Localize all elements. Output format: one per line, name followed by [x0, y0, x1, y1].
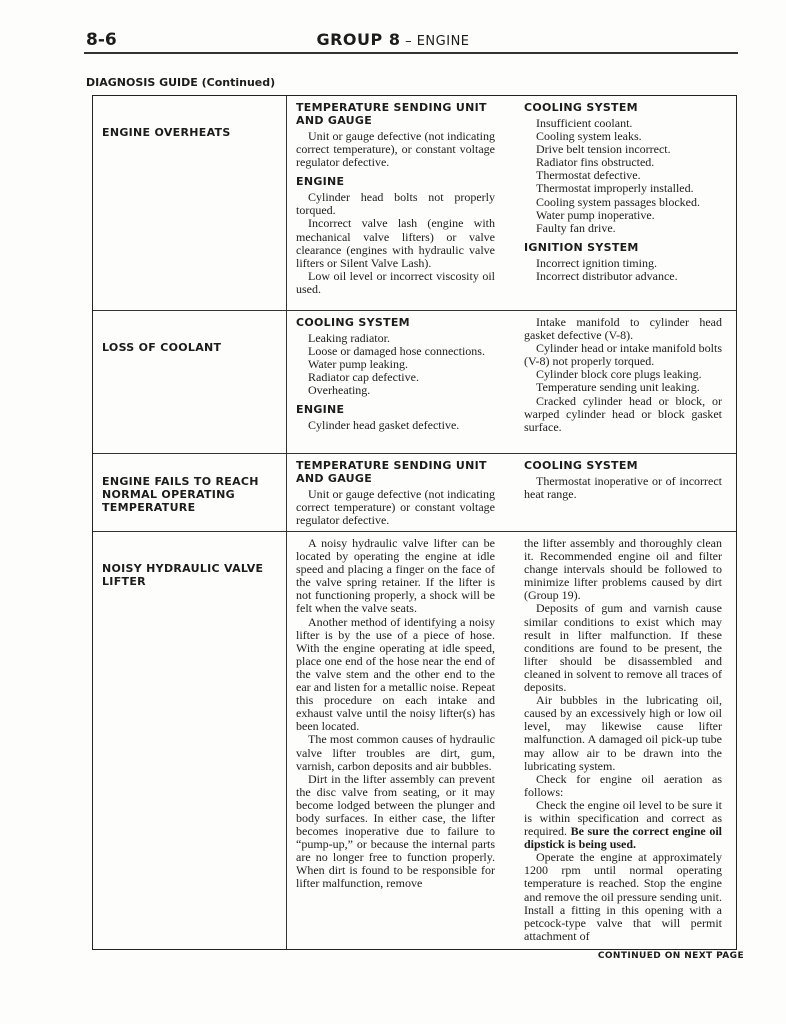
cause-text	[524, 395, 722, 434]
cause-section	[296, 403, 495, 432]
cause-text-run: Check the engine oil level to be sure it is within specification and correct as required.	[524, 797, 722, 839]
header-rule	[84, 52, 738, 54]
cause-text-run: Unit or gauge defective (not indicating correct temperature), or constant voltage regulator defective.	[296, 129, 495, 170]
cause-text-run: Check for engine oil aeration as follows:	[524, 771, 722, 799]
cause-text-run: Cooling system passages blocked.	[536, 194, 700, 209]
cause-text-run: Radiator cap defective.	[308, 370, 419, 385]
cause-text-run: Water pump inoperative.	[536, 207, 655, 222]
causes-cell-right	[515, 532, 736, 949]
group-separator: –	[400, 34, 417, 49]
cause-heading: IGNITION SYSTEM	[524, 240, 639, 254]
cause-text	[524, 222, 722, 235]
cause-text-run: Deposits of gum and varnish cause similar conditions to exist which may result in lifter malfunction. If these conditions are found to be present, the lifter should be disassembled and cleaned in solvent to remove all traces of deposits.	[524, 601, 722, 695]
cause-heading: TEMPERATURE SENDING UNIT AND GAUGE	[296, 101, 487, 127]
cause-text-run: Overheating.	[308, 383, 371, 398]
cause-section	[524, 101, 722, 235]
diagnosis-table	[92, 95, 737, 950]
cause-text	[524, 537, 722, 602]
cause-section	[524, 459, 722, 501]
cause-text-run: Incorrect distributor advance.	[536, 268, 678, 283]
cause-section	[296, 537, 495, 891]
cause-heading: COOLING SYSTEM	[524, 459, 638, 472]
cause-text	[524, 270, 722, 283]
causes-cell-right	[515, 454, 736, 531]
cause-section	[296, 316, 495, 397]
cause-text-run: Leaking radiator.	[308, 331, 390, 345]
cause-text	[296, 270, 495, 296]
cause-text-run: Drive belt tension incorrect.	[536, 142, 671, 157]
cause-text	[524, 851, 722, 943]
cause-text-run: Low oil level or incorrect viscosity oil used.	[296, 268, 495, 296]
table-row	[93, 96, 736, 311]
cause-text	[524, 342, 722, 368]
group-label: GROUP 8	[316, 30, 401, 49]
cause-text-run: Cooling system leaks.	[536, 129, 642, 144]
cause-text	[296, 773, 495, 891]
cause-text	[296, 191, 495, 217]
cause-section	[524, 241, 722, 283]
section-title: DIAGNOSIS GUIDE (Continued)	[86, 76, 276, 89]
cause-heading: COOLING SYSTEM	[296, 316, 410, 329]
group-name: ENGINE	[416, 34, 470, 49]
cause-text-run: Radiator fins obstructed.	[536, 155, 655, 170]
cause-heading: ENGINE	[296, 175, 345, 189]
cause-text-run: Cylinder head or intake manifold bolts (V-8) not properly torqued.	[524, 341, 722, 369]
cause-section	[524, 537, 722, 943]
cause-text	[524, 773, 722, 799]
cause-text	[296, 130, 495, 169]
table-row	[93, 311, 736, 454]
cause-section	[524, 316, 722, 434]
cause-text-run: Another method of identifying a noisy lifter is by the use of a piece of hose. With the engine operating at idle speed, place one end of the hose near the end of the valve stem and the other end to the ear and listen for a metallic noise. Repeat this procedure on each intake and exhaust valve until the noisy lifter(s) has been located.	[296, 614, 495, 734]
cause-text-run: Faulty fan drive.	[536, 220, 616, 235]
cause-text-run: Operate the engine at approximately 1200 rpm until normal operating temperature is reached. Stop the engine and remove the oil pressure sending unit. Install a fitting in this opening with a petcock-type valve that will permit attachment of	[524, 850, 722, 943]
condition-cell: NOISY HYDRAULIC VALVE LIFTER	[93, 532, 287, 949]
cause-text-run: Incorrect ignition timing.	[536, 255, 657, 270]
cause-text-run: Thermostat inoperative or of incorrect heat range.	[524, 474, 722, 502]
cause-text-run: Cracked cylinder head or block, or warped cylinder head or block gasket surface.	[524, 393, 722, 434]
cause-text	[524, 475, 722, 501]
causes-cell-right	[515, 311, 736, 453]
cause-text-run: Incorrect valve lash (engine with mechanical valve lifters) or valve clearance (engines with hydraulic valve lifters or Silent Valve Lash).	[296, 216, 495, 270]
causes-cell-left	[287, 532, 515, 949]
cause-text	[524, 799, 722, 851]
cause-text-run: Intake manifold to cylinder head gasket defective (V-8).	[524, 315, 722, 343]
cause-text-run: Cylinder head bolts not properly torqued.	[296, 190, 495, 218]
table-row	[93, 454, 736, 532]
cause-section	[296, 459, 495, 527]
cause-text-run: Cylinder block core plugs leaking.	[536, 367, 702, 382]
causes-cell-left	[287, 454, 515, 531]
causes-cell-left	[287, 311, 515, 453]
condition-cell: ENGINE OVERHEATS	[93, 96, 287, 310]
cause-text	[524, 316, 722, 342]
cause-text-run: A noisy hydraulic valve lifter can be located by operating the engine at idle speed and placing a finger on the face of the valve spring retainer. If the lifter is not functioning properly, a shock will be felt when the valve seats.	[296, 536, 495, 616]
cause-text-run: Water pump leaking.	[308, 357, 409, 372]
cause-text-run: Insufficient coolant.	[536, 116, 633, 130]
cause-text-run: The most common causes of hydraulic valve lifter troubles are dirt, gum, varnish, carbon deposits and air bubbles.	[296, 732, 495, 773]
cause-text	[296, 488, 495, 527]
cause-text-run: the lifter assembly and thoroughly clean it. Recommended engine oil and filter change intervals should be followed to minimize lifter problems caused by dirt (Group 19).	[524, 536, 722, 603]
cause-heading: TEMPERATURE SENDING UNIT AND GAUGE	[296, 459, 487, 485]
condition-cell: ENGINE FAILS TO REACH NORMAL OPERATING TEMPERATURE	[93, 454, 287, 531]
cause-text	[524, 694, 722, 773]
cause-text-run: Air bubbles in the lubricating oil, caused by an excessively high or low oil level, may likewise cause lifter malfunction. A damaged oil pick-up tube may allow air to be drawn into the lubricating system.	[524, 693, 722, 773]
cause-text	[296, 616, 495, 734]
cause-section	[296, 101, 495, 169]
cause-text-run: Temperature sending unit leaking.	[536, 380, 700, 395]
cause-text	[296, 419, 495, 432]
cause-text-run: Unit or gauge defective (not indicating correct temperature) or constant voltage regulator defective.	[296, 487, 495, 528]
cause-text-run: Thermostat improperly installed.	[536, 181, 694, 196]
cause-text-run: Thermostat defective.	[536, 168, 641, 183]
page-header-title	[0, 30, 786, 49]
page-number: 8-6	[86, 30, 117, 50]
condition-cell: LOSS OF COOLANT	[93, 311, 287, 453]
cause-text	[296, 537, 495, 616]
cause-text-run: Cylinder head gasket defective.	[308, 418, 460, 433]
cause-text-run: Dirt in the lifter assembly can prevent the disc valve from seating, or it may become lodged between the plunger and body surfaces. In either case, the lifter becomes inoperative due to failure to “pump-up,” or because the internal parts are no longer free to function properly. When dirt is found to be responsible for lifter malfunction, remove	[296, 771, 495, 891]
cause-heading: COOLING SYSTEM	[524, 101, 638, 114]
continued-footer: CONTINUED ON NEXT PAGE	[597, 951, 744, 961]
cause-text	[296, 384, 495, 397]
cause-text-run: Loose or damaged hose connections.	[308, 344, 485, 359]
causes-cell-left	[287, 96, 515, 310]
causes-cell-right	[515, 96, 736, 310]
cause-text	[296, 733, 495, 772]
cause-text	[524, 602, 722, 694]
bold-note: Be sure the correct engine oil dipstick is being used.	[524, 824, 722, 852]
cause-heading: ENGINE	[296, 403, 345, 417]
table-row	[93, 532, 736, 949]
cause-text	[296, 217, 495, 269]
cause-section	[296, 175, 495, 296]
